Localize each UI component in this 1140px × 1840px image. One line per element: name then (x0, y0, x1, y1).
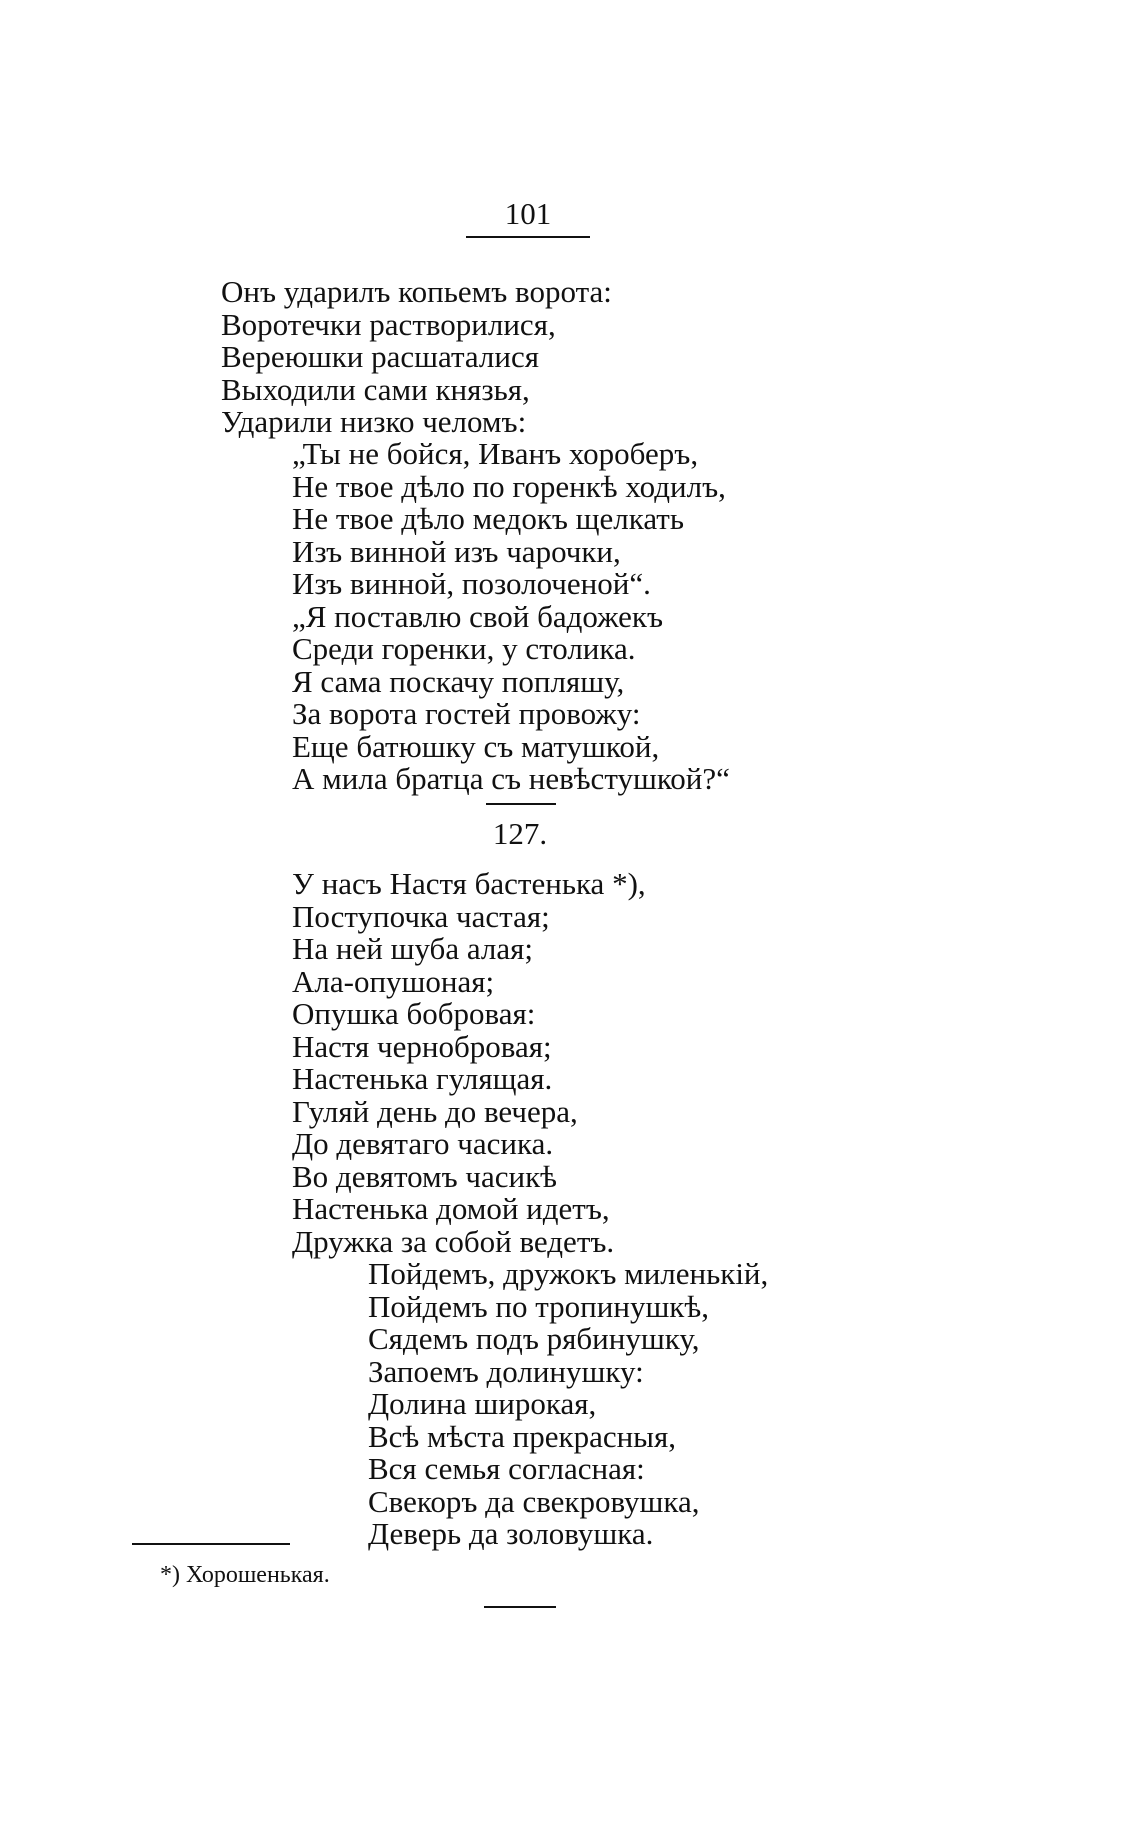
verse-line: Запоемъ долинушку: (368, 1353, 644, 1389)
verse-line: Я сама поскачу попляшу, (292, 663, 625, 699)
verse-line: Пойдемъ, дружокъ миленькій, (368, 1256, 769, 1291)
verse-line: Во девятомъ часикѣ (292, 1158, 557, 1194)
page-number-underline (466, 236, 590, 238)
verse-line: Деверь да золовушка. (368, 1516, 654, 1551)
footnote-separator (132, 1543, 290, 1545)
verse-line: „Я поставлю свой бадожекъ (292, 598, 664, 634)
verse-line: А мила братца съ невѣстушкой?“ (292, 761, 730, 796)
verse-line: Не твое дѣло медокъ щелкать (292, 501, 684, 536)
verse-line: Свекоръ да свекровушка, (368, 1483, 700, 1519)
verse-line: Изъ винной, позолоченой“. (292, 566, 651, 601)
verse-line: Поступочка частая; (292, 898, 550, 934)
song-indented-verses (368, 1258, 768, 1551)
verse-line: За ворота гостей провожу: (292, 696, 641, 731)
verse-line: Опушка бобровая: (292, 996, 536, 1031)
song-number: 127. (492, 816, 548, 851)
verse-line: На ней шуба алая; (292, 931, 533, 966)
verse-line: До девятаго часика. (292, 1126, 554, 1161)
verse-line: Выходили сами князья, (221, 371, 530, 407)
verse-line: Вся семья согласная: (368, 1451, 645, 1486)
verse-line: Дружка за собой ведетъ. (292, 1223, 615, 1259)
section-divider (486, 803, 556, 805)
verse-line: Онъ ударилъ копьемъ ворота: (221, 274, 612, 309)
verse-line: Долина широкая, (368, 1386, 597, 1421)
verse-line: Воротечки растворилися, (221, 306, 556, 342)
verse-line: Гуляй день до вечера, (292, 1093, 578, 1129)
verse-line: Ударили низко челомъ: (221, 404, 527, 439)
verse-line: Еще батюшку съ матушкой, (292, 728, 660, 764)
poem-intro (221, 276, 612, 439)
verse-line: Изъ винной изъ чарочки, (292, 533, 621, 569)
verse-line: Вереюшки расшаталися (221, 339, 540, 374)
verse-line: Среди горенки, у столика. (292, 631, 636, 666)
song-verses (292, 868, 646, 1258)
poem-speech (292, 438, 730, 796)
verse-line: Настенька домой идетъ, (292, 1191, 610, 1226)
verse-line: Настя чернобровая; (292, 1028, 552, 1064)
verse-line: „Ты не бойся, Иванъ хороберъ, (292, 436, 699, 471)
verse-line: Не твое дѣло по горенкѣ ходилъ, (292, 468, 726, 504)
verse-line: Ала-опушоная; (292, 963, 495, 999)
verse-line: У насъ Настя бастенька *), (292, 866, 646, 901)
verse-line: Всѣ мѣста прекрасныя, (368, 1418, 677, 1454)
verse-line: Сядемъ подъ рябинушку, (368, 1321, 700, 1356)
page-end-rule (484, 1606, 556, 1608)
page-number: 101 (504, 196, 552, 231)
verse-line: Пойдемъ по тропинушкѣ, (368, 1288, 709, 1324)
verse-line: Настенька гулящая. (292, 1061, 553, 1096)
footnote: *) Хорошенькая. (160, 1562, 330, 1588)
